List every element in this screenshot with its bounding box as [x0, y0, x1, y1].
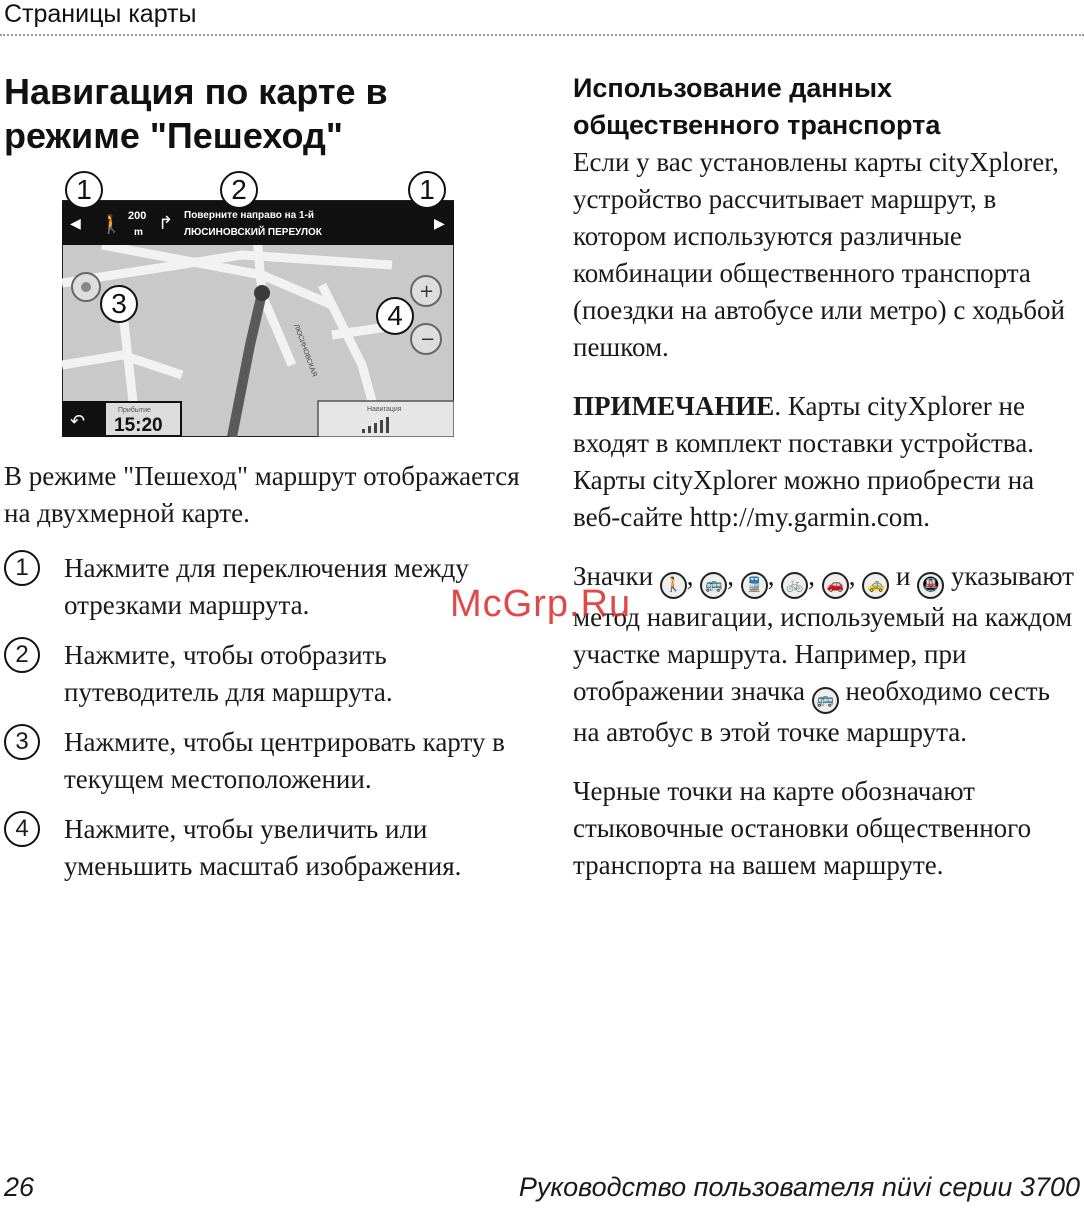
train-icon: 🚆 [741, 572, 768, 599]
icons-text2: необходимо сесть на автобус в этой точке маршрута. [573, 676, 1050, 747]
walk-icon: 🚶 [100, 214, 123, 235]
metro-icon: 🚇 [917, 572, 944, 599]
icons-paragraph: Значки 🚶 , 🚌 , 🚆 , 🚲 , 🚗 , 🚕 и 🚇 указывают метод навигации, используемый на каждом участке маршрута. Например, при отображении значка 🚌 необходимо сесть на автобус в этой точке маршрута. [573, 561, 1074, 747]
next-segment-arrow[interactable]: ▶ [434, 216, 445, 232]
page-number: 26 [4, 1172, 35, 1202]
back-arrow-icon[interactable]: ↶ [70, 411, 86, 432]
step-number: 2 [4, 637, 40, 673]
list-item [4, 811, 524, 885]
list-item [4, 637, 524, 711]
step-text: Нажмите, чтобы центрировать карту в текущем местоположении. [64, 727, 505, 794]
location-icon [81, 282, 91, 292]
device-screenshot [62, 165, 454, 437]
note-paragraph [573, 388, 1083, 536]
step-number: 4 [4, 811, 40, 847]
turn-right-icon: ↱ [158, 213, 174, 234]
manual-title: Руководство пользователя nüvi серии 3700 [518, 1172, 1080, 1202]
plus-icon: + [419, 281, 435, 302]
bicycle-icon: 🚲 [781, 572, 808, 599]
bus-icon: 🚌 [812, 687, 839, 714]
header-divider [0, 34, 1084, 36]
intro-paragraph: В режиме "Пешеход" маршрут отображается на двухмерной карте. [4, 461, 520, 528]
transit-paragraph: Если у вас установлены карты cityXplorer, устройство рассчитывает маршрут, в котором используются различные комбинации общественного транспорта (поездки на автобусе или метро) с ходьбой пешком. [573, 147, 1065, 362]
street-label: ЛЮСИНОВСКАЯ [292, 323, 318, 378]
subsection-title: Использование данных общественного транспорта [573, 73, 941, 140]
stops-paragraph: Черные точки на карте обозначают стыковочные остановки общественного транспорта на вашем маршруте. [573, 776, 1032, 880]
icons-and: и [896, 561, 911, 591]
taxi-icon: 🚕 [862, 572, 889, 599]
car-icon: 🚗 [822, 572, 849, 599]
watermark: McGrp.Ru [450, 583, 632, 625]
step-text: Нажмите, чтобы увеличить или уменьшить масштаб изображения. [64, 814, 462, 881]
arrival-time[interactable]: 15:20 [114, 415, 163, 436]
prev-segment-arrow[interactable]: ◀ [70, 216, 81, 232]
pedestrian-icon: 🚶 [660, 572, 687, 599]
arrival-label: Прибытие [118, 407, 151, 414]
bus-icon: 🚌 [700, 572, 727, 599]
list-item [4, 550, 524, 624]
callout-4: 4 [376, 297, 414, 335]
note-label: ПРИМЕЧАНИЕ [573, 391, 775, 421]
page-header: Страницы карты [4, 0, 197, 28]
right-column [573, 70, 1083, 906]
nav-label: Навигация [367, 406, 402, 413]
list-item [4, 724, 524, 798]
callout-3: 3 [100, 285, 138, 323]
note-text: . Карты cityXplorer не входят в комплект поставки устройства. Карты cityXplorer можно приобрести на веб-сайте http://my.garmin.com. [573, 391, 1035, 532]
step-number: 3 [4, 724, 40, 760]
step-number: 1 [4, 550, 40, 586]
callout-1-right: 1 [408, 171, 446, 209]
distance-unit: m [134, 227, 143, 238]
step-text: Нажмите для переключения между отрезками маршрута. [64, 553, 469, 620]
minus-icon: − [420, 329, 436, 350]
distance-value: 200 [128, 210, 147, 222]
step-text: Нажмите, чтобы отобразить путеводитель для маршрута. [64, 640, 393, 707]
steps-list [4, 550, 524, 898]
instruction-line1[interactable]: Поверните направо на 1-й [184, 210, 315, 221]
section-title: Навигация по карте в режиме "Пешеход" [4, 71, 388, 156]
callout-2: 2 [220, 171, 258, 209]
callout-1-left: 1 [65, 171, 103, 209]
instruction-line2[interactable]: ЛЮСИНОВСКИЙ ПЕРЕУЛОК [184, 227, 322, 238]
icons-text: указывают метод навигации, используемый на каждом участке маршрута. Например, при отображении значка [573, 561, 1074, 706]
icons-intro: Значки [573, 561, 654, 591]
